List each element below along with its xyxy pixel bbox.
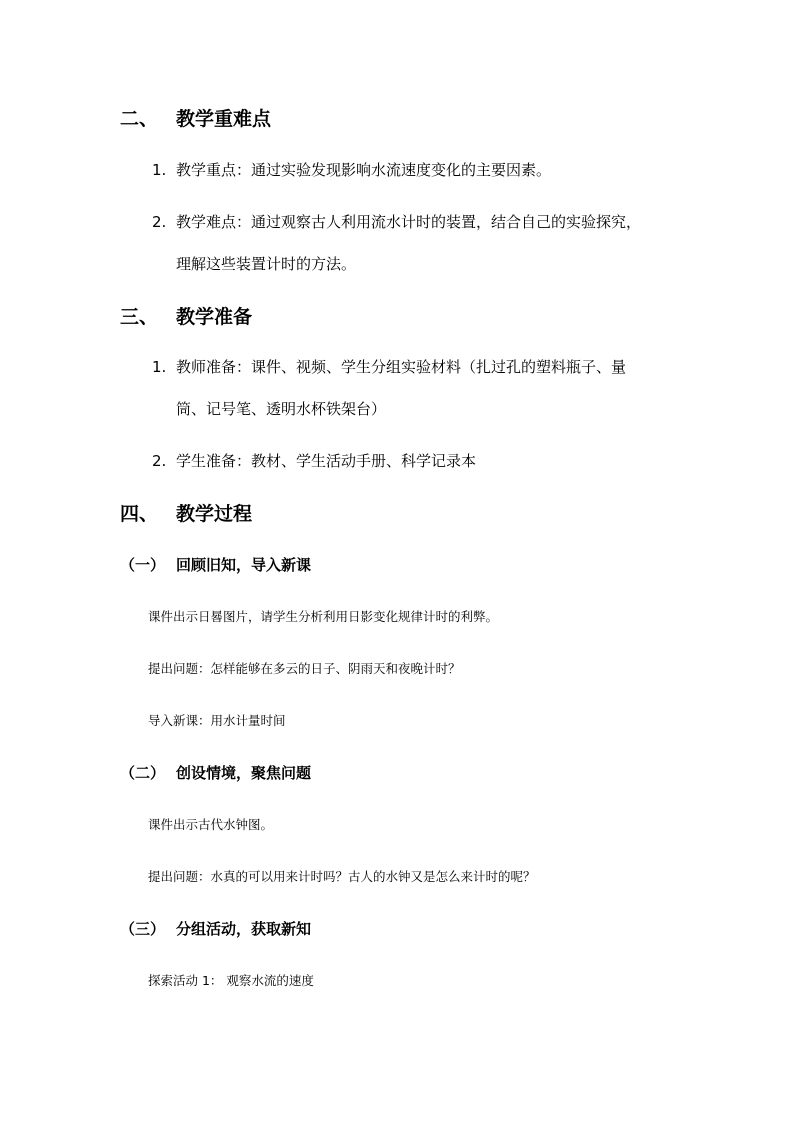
paragraph: 提出问题：水真的可以用来计时吗？古人的水钟又是怎么来计时的呢？ [148, 869, 536, 884]
subsection-title: 回顾旧知，导入新课 [176, 556, 312, 574]
section-number: 四、 [120, 503, 159, 525]
subsection-title: 创设情境，聚焦问题 [176, 764, 312, 782]
list-item-number: 1. [152, 358, 167, 376]
paragraph: 导入新课：用水计量时间 [148, 713, 286, 728]
list-item-number: 2. [152, 452, 167, 470]
list-item-number: 2. [152, 213, 167, 231]
section-number: 三、 [120, 306, 159, 328]
subsection-number: （二） [120, 764, 166, 782]
list-item-text-continued: 理解这些装置计时的方法。 [176, 255, 357, 273]
paragraph: 探索活动 1： 观察水流的速度 [148, 973, 314, 988]
section-title: 教学准备 [176, 306, 253, 328]
subsection-number: （一） [120, 556, 166, 574]
list-item-text: 教学难点：通过观察古人利用流水计时的装置，结合自己的实验探究， [176, 213, 642, 231]
list-item-text: 教师准备：课件、视频、学生分组实验材料（扎过孔的塑料瓶子、量 [176, 358, 627, 376]
list-item-text-continued: 筒、记号笔、透明水杯铁架台） [176, 400, 387, 418]
section-number: 二、 [120, 108, 159, 130]
paragraph: 课件出示古代水钟图。 [148, 817, 274, 832]
subsection-number: （三） [120, 920, 166, 938]
section-title: 教学重难点 [176, 108, 272, 130]
list-item-text: 教学重点：通过实验发现影响水流速度变化的主要因素。 [176, 161, 552, 179]
subsection-title: 分组活动，获取新知 [176, 920, 312, 938]
list-item-number: 1. [152, 161, 167, 179]
paragraph: 课件出示日晷图片，请学生分析利用日影变化规律计时的利弊。 [148, 609, 499, 624]
paragraph: 提出问题：怎样能够在多云的日子、阴雨天和夜晚计时？ [148, 661, 461, 676]
list-item-text: 学生准备：教材、学生活动手册、科学记录本 [176, 452, 477, 470]
section-title: 教学过程 [176, 503, 253, 525]
